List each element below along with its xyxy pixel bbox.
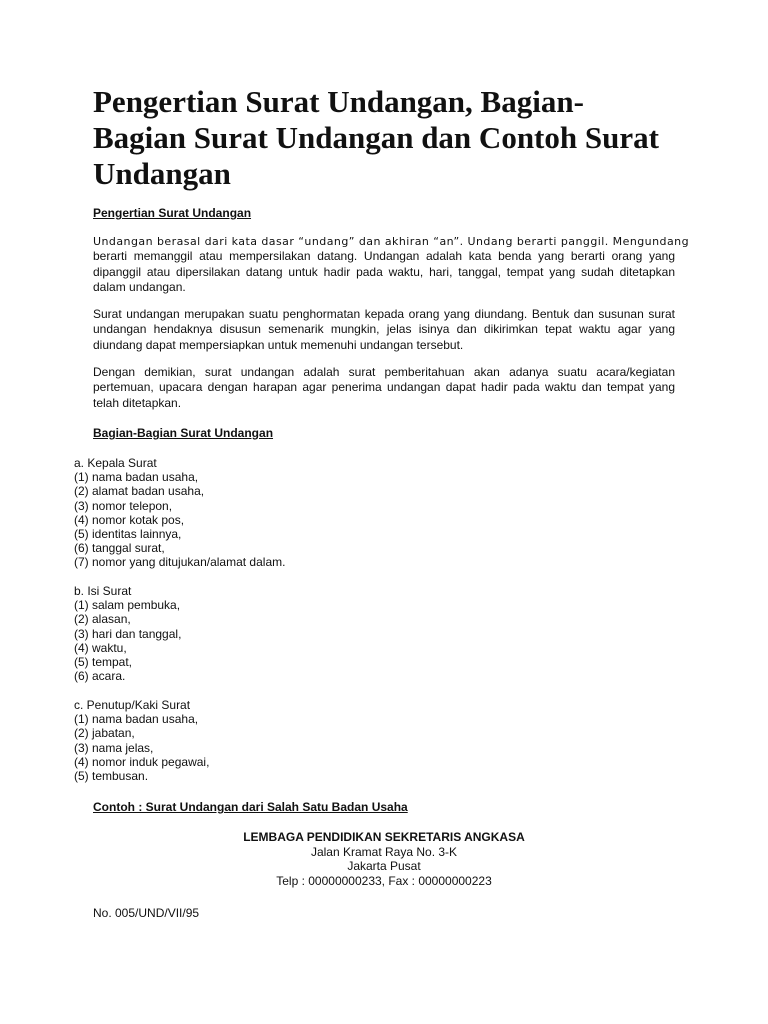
section-heading-bagian: Bagian-Bagian Surat Undangan bbox=[93, 426, 274, 440]
section-heading-contoh: Contoh : Surat Undangan dari Salah Satu Badan Usaha bbox=[93, 800, 408, 814]
list-item: (5) tembusan. bbox=[74, 769, 149, 784]
paragraph-2: Surat undangan merupakan suatu penghormatan kepada orang yang diundang. Bentuk dan susunan surat undangan hendaknya disusun semenarik mungkin, jelas isinya dan dikirimkan tepat waktu agar yang diundang dapat mempersiapkan untuk memenuhi undangan tersebut. bbox=[93, 307, 675, 352]
paragraph-1 bbox=[93, 234, 690, 295]
list-group-isi-surat bbox=[74, 584, 181, 683]
title-line-1: Pengertian Surat Undangan, Bagian- bbox=[93, 84, 584, 119]
list-item: (3) nama jelas, bbox=[74, 740, 154, 755]
letterhead-city: Jakarta Pusat bbox=[347, 859, 421, 873]
paragraph-1-first-line: Undangan berasal dari kata dasar “undang” dan akhiran “an”. Undang berarti panggil. Mengundang bbox=[93, 235, 690, 248]
list-group-penutup-surat bbox=[74, 698, 209, 783]
list-item: (5) identitas lainnya, bbox=[74, 527, 182, 542]
list-item: (4) waktu, bbox=[74, 640, 127, 655]
list-item: (6) tanggal surat, bbox=[74, 541, 165, 556]
paragraph-1-body: berarti memanggil atau mempersilakan datang. Undangan adalah kata benda yang berarti orang yang dipanggil atau dipersilakan datang untuk hadir pada waktu, hari, tanggal, tempat yang sudah ditetapkan dalam undangan. bbox=[93, 249, 675, 294]
list-item: (4) nomor kotak pos, bbox=[74, 512, 185, 527]
letterhead bbox=[93, 830, 675, 888]
letterhead-address: Jalan Kramat Raya No. 3-K bbox=[310, 844, 458, 859]
document-title bbox=[93, 84, 713, 192]
list-item: (2) alasan, bbox=[74, 612, 131, 627]
list-item: (1) nama badan usaha, bbox=[74, 470, 199, 485]
letterhead-org: LEMBAGA PENDIDIKAN SEKRETARIS ANGKASA bbox=[243, 830, 525, 844]
list-group-title: b. Isi Surat bbox=[74, 584, 132, 598]
section-heading-pengertian: Pengertian Surat Undangan bbox=[93, 206, 252, 220]
list-item: (3) hari dan tanggal, bbox=[74, 626, 182, 641]
list-group-title: a. Kepala Surat bbox=[74, 456, 157, 470]
paragraph-3: Dengan demikian, surat undangan adalah surat pemberitahuan akan adanya suatu acara/kegiatan pertemuan, upacara dengan harapan agar penerima undangan dapat hadir pada waktu dan tempat yang telah ditetapkan. bbox=[93, 365, 675, 410]
list-item: (2) jabatan, bbox=[74, 726, 135, 741]
list-item: (4) nomor induk pegawai, bbox=[74, 754, 210, 769]
list-item: (6) acara. bbox=[74, 669, 126, 684]
list-group-kepala-surat bbox=[74, 456, 285, 570]
letterhead-phone: Telp : 00000000233, Fax : 00000000223 bbox=[276, 873, 492, 888]
list-item: (2) alamat badan usaha, bbox=[74, 484, 205, 499]
list-item: (5) tempat, bbox=[74, 655, 133, 670]
list-item: (3) nomor telepon, bbox=[74, 498, 173, 513]
title-line-2: Bagian Surat Undangan dan Contoh Surat bbox=[93, 120, 659, 155]
list-item: (1) salam pembuka, bbox=[74, 598, 181, 613]
title-line-3: Undangan bbox=[93, 156, 231, 191]
list-item: (7) nomor yang ditujukan/alamat dalam. bbox=[74, 555, 286, 570]
list-item: (1) nama badan usaha, bbox=[74, 712, 199, 727]
letter-number: No. 005/UND/VII/95 bbox=[93, 906, 200, 920]
list-group-title: c. Penutup/Kaki Surat bbox=[74, 698, 191, 712]
